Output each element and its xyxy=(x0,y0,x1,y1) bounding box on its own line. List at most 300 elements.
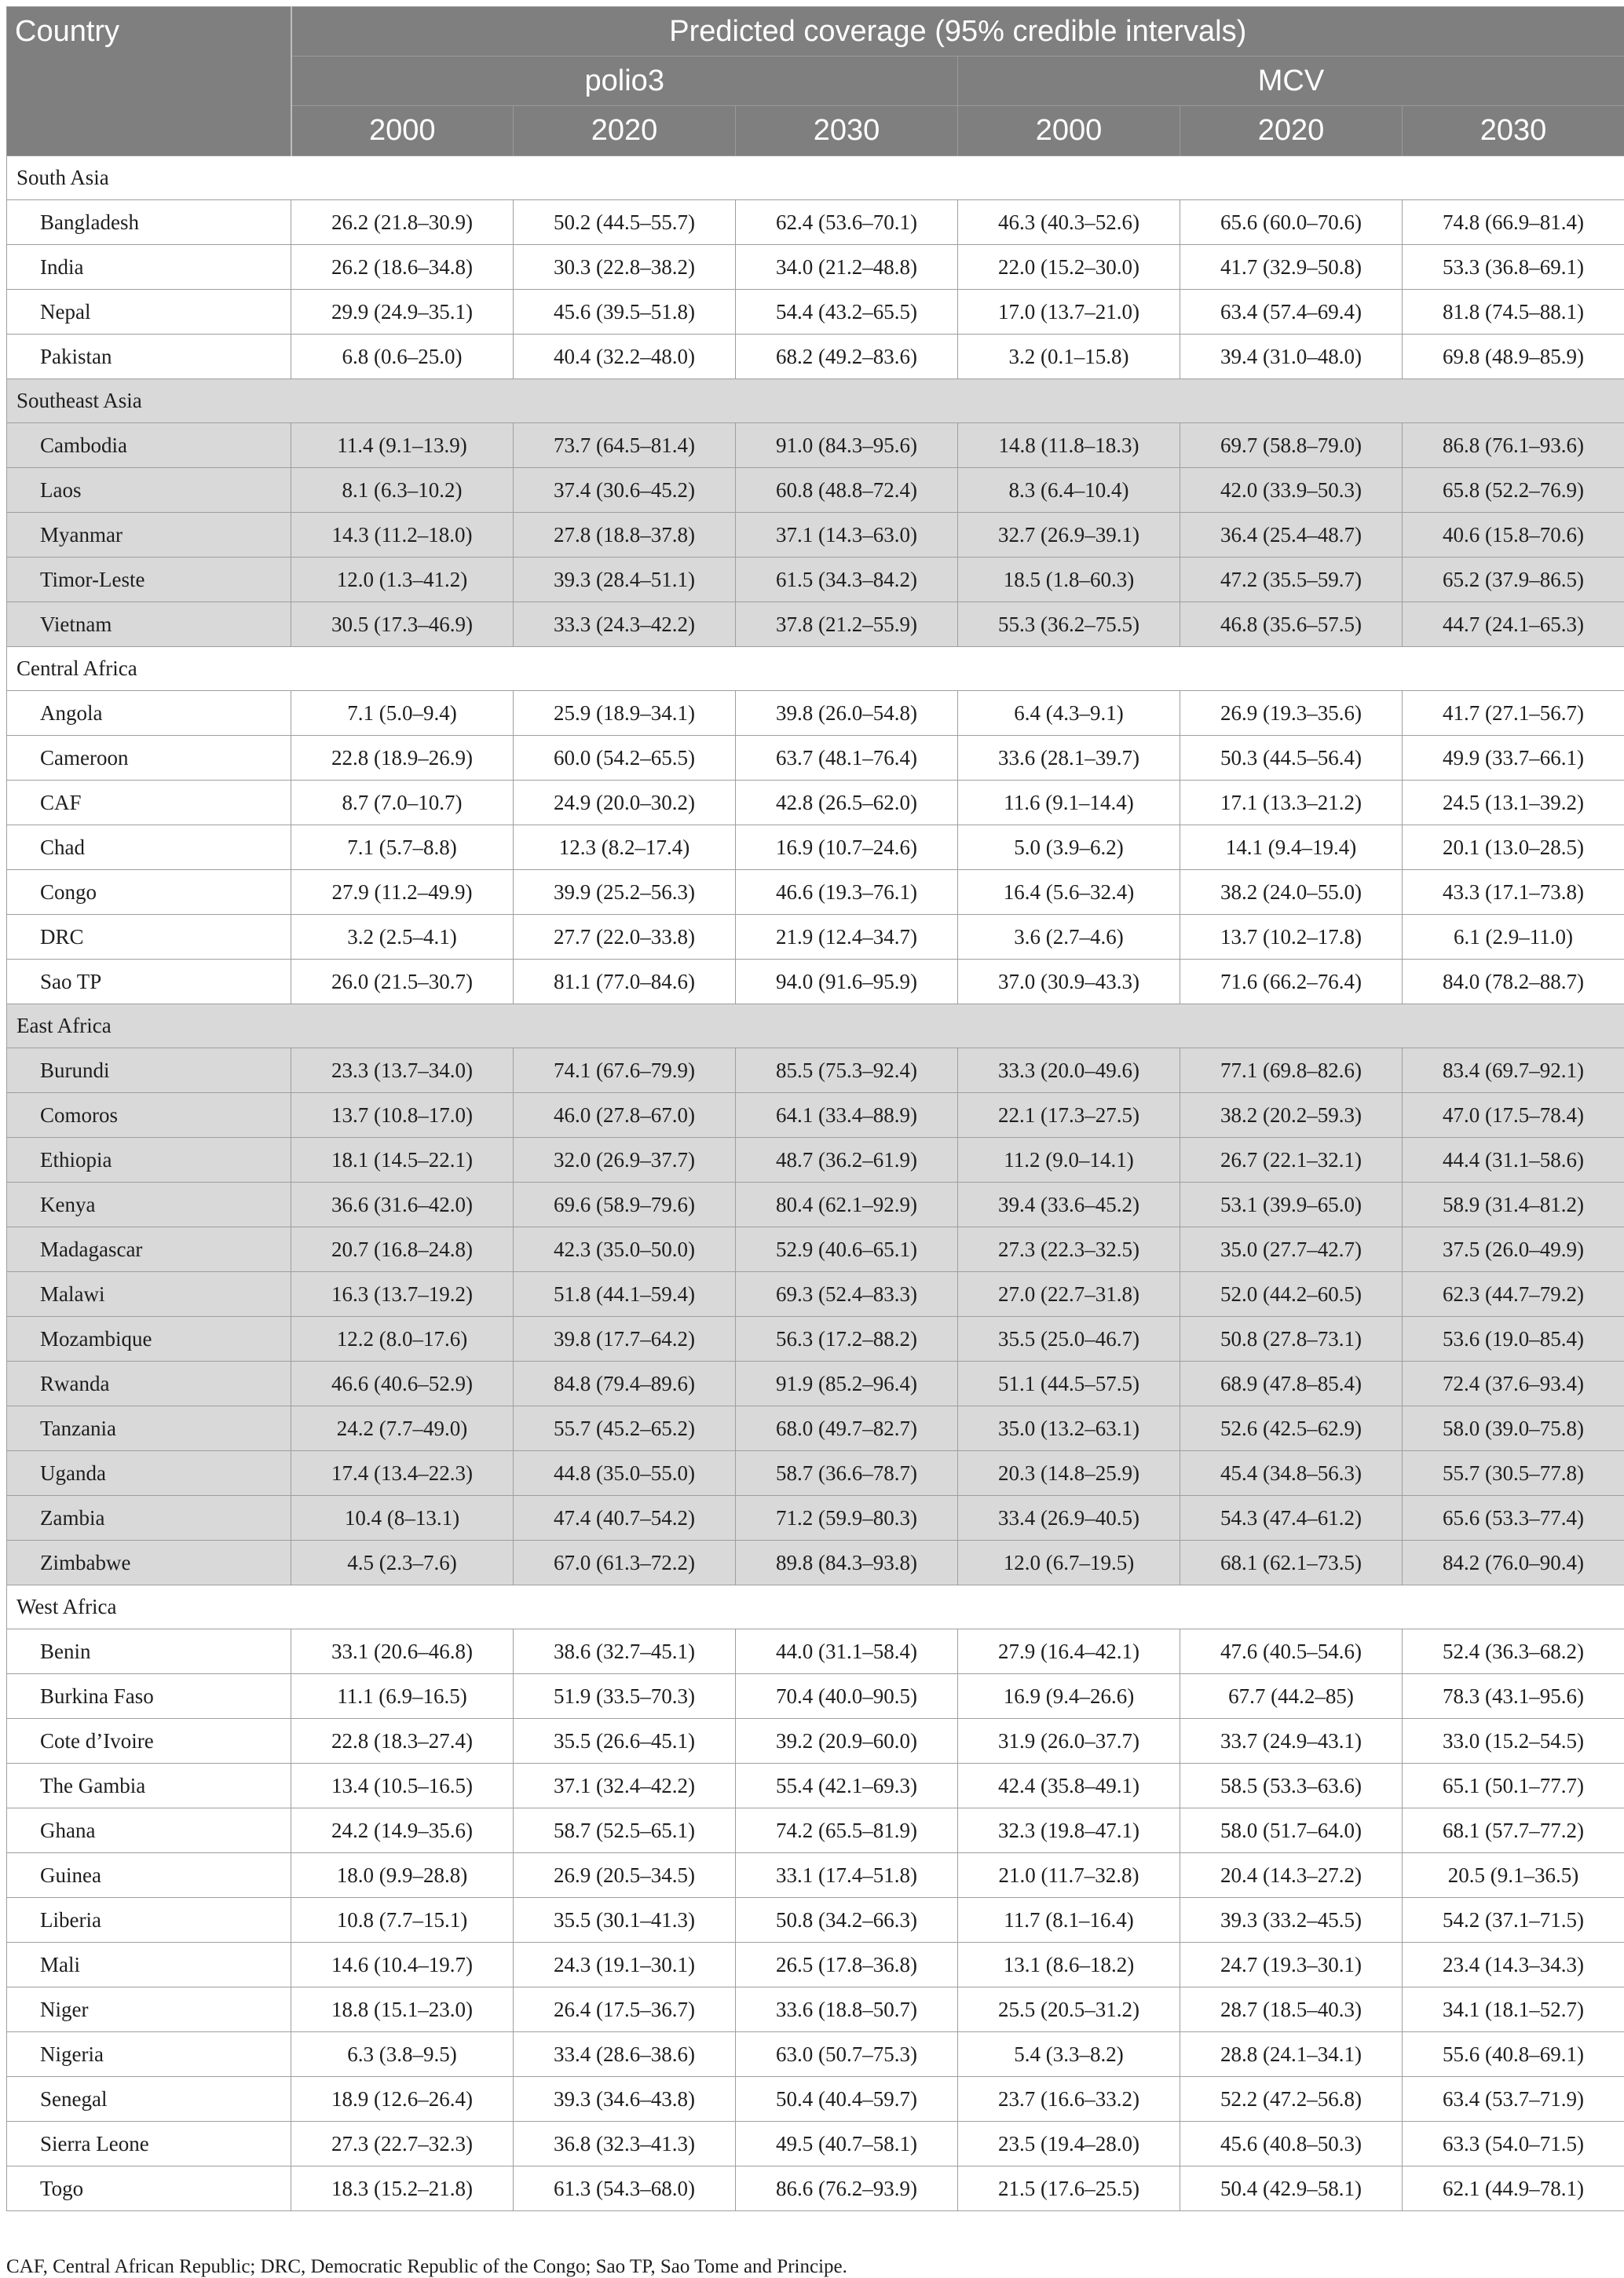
coverage-value: 39.3 (33.2–45.5) xyxy=(1180,1898,1403,1943)
coverage-value: 54.3 (47.4–61.2) xyxy=(1180,1496,1403,1541)
coverage-value: 27.7 (22.0–33.8) xyxy=(514,915,736,960)
table-row xyxy=(7,558,1624,602)
coverage-value: 65.2 (37.9–86.5) xyxy=(1403,558,1624,602)
coverage-value: 58.9 (31.4–81.2) xyxy=(1403,1183,1624,1227)
coverage-value: 37.8 (21.2–55.9) xyxy=(736,602,958,647)
coverage-value: 50.3 (44.5–56.4) xyxy=(1180,736,1403,781)
coverage-value: 39.4 (31.0–48.0) xyxy=(1180,335,1403,379)
coverage-value: 50.4 (42.9–58.1) xyxy=(1180,2166,1403,2211)
coverage-value: 63.0 (50.7–75.3) xyxy=(736,2032,958,2077)
coverage-value: 33.0 (15.2–54.5) xyxy=(1403,1719,1624,1764)
region-group xyxy=(7,379,1624,647)
coverage-value: 32.7 (26.9–39.1) xyxy=(958,513,1180,558)
coverage-value: 36.8 (32.3–41.3) xyxy=(514,2122,736,2166)
coverage-value: 18.9 (12.6–26.4) xyxy=(291,2077,514,2122)
table-row xyxy=(7,1183,1624,1227)
country-name: Sao TP xyxy=(7,960,291,1004)
table-row xyxy=(7,1272,1624,1317)
country-name: DRC xyxy=(7,915,291,960)
country-name: Liberia xyxy=(7,1898,291,1943)
coverage-value: 27.3 (22.3–32.5) xyxy=(958,1227,1180,1272)
coverage-value: 45.6 (40.8–50.3) xyxy=(1180,2122,1403,2166)
table-row xyxy=(7,1987,1624,2032)
coverage-value: 54.2 (37.1–71.5) xyxy=(1403,1898,1624,1943)
coverage-value: 77.1 (69.8–82.6) xyxy=(1180,1048,1403,1093)
country-name: Niger xyxy=(7,1987,291,2032)
coverage-value: 60.0 (54.2–65.5) xyxy=(514,736,736,781)
year-header: 2000 xyxy=(958,106,1180,156)
coverage-value: 84.8 (79.4–89.6) xyxy=(514,1362,736,1406)
coverage-value: 55.4 (42.1–69.3) xyxy=(736,1764,958,1808)
table-row xyxy=(7,1362,1624,1406)
predicted-coverage-header: Predicted coverage (95% credible intervals) xyxy=(291,7,1624,57)
coverage-value: 18.3 (15.2–21.8) xyxy=(291,2166,514,2211)
region-name: South Asia xyxy=(7,156,1624,200)
coverage-value: 39.3 (34.6–43.8) xyxy=(514,2077,736,2122)
coverage-value: 23.5 (19.4–28.0) xyxy=(958,2122,1180,2166)
region-name: East Africa xyxy=(7,1004,1624,1048)
coverage-value: 41.7 (27.1–56.7) xyxy=(1403,691,1624,736)
coverage-value: 86.6 (76.2–93.9) xyxy=(736,2166,958,2211)
country-name: Ghana xyxy=(7,1808,291,1853)
region-group xyxy=(7,1585,1624,2211)
table-row xyxy=(7,2122,1624,2166)
coverage-value: 39.9 (25.2–56.3) xyxy=(514,870,736,915)
coverage-value: 17.4 (13.4–22.3) xyxy=(291,1451,514,1496)
country-name: Zimbabwe xyxy=(7,1541,291,1585)
coverage-value: 41.7 (32.9–50.8) xyxy=(1180,245,1403,290)
coverage-value: 37.0 (30.9–43.3) xyxy=(958,960,1180,1004)
coverage-value: 22.8 (18.9–26.9) xyxy=(291,736,514,781)
coverage-value: 81.1 (77.0–84.6) xyxy=(514,960,736,1004)
coverage-value: 24.5 (13.1–39.2) xyxy=(1403,781,1624,825)
country-name: Benin xyxy=(7,1629,291,1674)
coverage-value: 11.6 (9.1–14.4) xyxy=(958,781,1180,825)
coverage-value: 17.1 (13.3–21.2) xyxy=(1180,781,1403,825)
coverage-value: 64.1 (33.4–88.9) xyxy=(736,1093,958,1138)
coverage-value: 58.0 (39.0–75.8) xyxy=(1403,1406,1624,1451)
table-row xyxy=(7,1451,1624,1496)
coverage-value: 23.4 (14.3–34.3) xyxy=(1403,1943,1624,1987)
coverage-value: 37.1 (14.3–63.0) xyxy=(736,513,958,558)
country-name: Laos xyxy=(7,468,291,513)
year-header: 2030 xyxy=(736,106,958,156)
country-name: Cameroon xyxy=(7,736,291,781)
table-row xyxy=(7,915,1624,960)
coverage-value: 37.1 (32.4–42.2) xyxy=(514,1764,736,1808)
coverage-value: 42.4 (35.8–49.1) xyxy=(958,1764,1180,1808)
coverage-value: 61.3 (54.3–68.0) xyxy=(514,2166,736,2211)
table-row xyxy=(7,1674,1624,1719)
coverage-value: 86.8 (76.1–93.6) xyxy=(1403,423,1624,468)
coverage-value: 80.4 (62.1–92.9) xyxy=(736,1183,958,1227)
coverage-value: 46.6 (19.3–76.1) xyxy=(736,870,958,915)
country-name: Rwanda xyxy=(7,1362,291,1406)
coverage-value: 51.8 (44.1–59.4) xyxy=(514,1272,736,1317)
country-name: Mozambique xyxy=(7,1317,291,1362)
table-row xyxy=(7,2077,1624,2122)
coverage-value: 65.6 (53.3–77.4) xyxy=(1403,1496,1624,1541)
coverage-value: 68.1 (62.1–73.5) xyxy=(1180,1541,1403,1585)
coverage-value: 13.7 (10.8–17.0) xyxy=(291,1093,514,1138)
coverage-value: 8.1 (6.3–10.2) xyxy=(291,468,514,513)
coverage-value: 68.1 (57.7–77.2) xyxy=(1403,1808,1624,1853)
coverage-value: 21.0 (11.7–32.8) xyxy=(958,1853,1180,1898)
coverage-value: 35.5 (30.1–41.3) xyxy=(514,1898,736,1943)
coverage-value: 38.2 (24.0–55.0) xyxy=(1180,870,1403,915)
coverage-value: 65.8 (52.2–76.9) xyxy=(1403,468,1624,513)
coverage-value: 46.6 (40.6–52.9) xyxy=(291,1362,514,1406)
coverage-value: 3.6 (2.7–4.6) xyxy=(958,915,1180,960)
coverage-value: 27.8 (18.8–37.8) xyxy=(514,513,736,558)
table-row xyxy=(7,1719,1624,1764)
coverage-value: 7.1 (5.7–8.8) xyxy=(291,825,514,870)
coverage-value: 27.9 (11.2–49.9) xyxy=(291,870,514,915)
coverage-value: 6.1 (2.9–11.0) xyxy=(1403,915,1624,960)
coverage-value: 40.6 (15.8–70.6) xyxy=(1403,513,1624,558)
coverage-value: 35.5 (26.6–45.1) xyxy=(514,1719,736,1764)
coverage-value: 20.4 (14.3–27.2) xyxy=(1180,1853,1403,1898)
country-name: Myanmar xyxy=(7,513,291,558)
region-name: West Africa xyxy=(7,1585,1624,1629)
table-row xyxy=(7,1853,1624,1898)
table-row xyxy=(7,1317,1624,1362)
coverage-value: 74.1 (67.6–79.9) xyxy=(514,1048,736,1093)
coverage-value: 81.8 (74.5–88.1) xyxy=(1403,290,1624,335)
table-row xyxy=(7,1808,1624,1853)
coverage-value: 58.5 (53.3–63.6) xyxy=(1180,1764,1403,1808)
region-name: Southeast Asia xyxy=(7,379,1624,423)
country-name: Kenya xyxy=(7,1183,291,1227)
coverage-value: 50.2 (44.5–55.7) xyxy=(514,200,736,245)
coverage-value: 18.1 (14.5–22.1) xyxy=(291,1138,514,1183)
year-header: 2030 xyxy=(1403,106,1624,156)
coverage-value: 24.3 (19.1–30.1) xyxy=(514,1943,736,1987)
coverage-value: 50.8 (27.8–73.1) xyxy=(1180,1317,1403,1362)
coverage-value: 26.0 (21.5–30.7) xyxy=(291,960,514,1004)
coverage-value: 91.0 (84.3–95.6) xyxy=(736,423,958,468)
coverage-value: 26.7 (22.1–32.1) xyxy=(1180,1138,1403,1183)
country-name: Burundi xyxy=(7,1048,291,1093)
coverage-value: 53.6 (19.0–85.4) xyxy=(1403,1317,1624,1362)
coverage-value: 37.4 (30.6–45.2) xyxy=(514,468,736,513)
table-row xyxy=(7,781,1624,825)
coverage-value: 23.3 (13.7–34.0) xyxy=(291,1048,514,1093)
coverage-value: 8.3 (6.4–10.4) xyxy=(958,468,1180,513)
coverage-value: 12.2 (8.0–17.6) xyxy=(291,1317,514,1362)
table-row xyxy=(7,2032,1624,2077)
coverage-value: 38.2 (20.2–59.3) xyxy=(1180,1093,1403,1138)
coverage-value: 55.6 (40.8–69.1) xyxy=(1403,2032,1624,2077)
region-header-row xyxy=(7,156,1624,200)
coverage-value: 48.7 (36.2–61.9) xyxy=(736,1138,958,1183)
coverage-value: 63.4 (57.4–69.4) xyxy=(1180,290,1403,335)
coverage-value: 44.7 (24.1–65.3) xyxy=(1403,602,1624,647)
table-row xyxy=(7,602,1624,647)
coverage-value: 74.8 (66.9–81.4) xyxy=(1403,200,1624,245)
coverage-value: 55.7 (45.2–65.2) xyxy=(514,1406,736,1451)
coverage-value: 33.6 (28.1–39.7) xyxy=(958,736,1180,781)
coverage-value: 52.9 (40.6–65.1) xyxy=(736,1227,958,1272)
coverage-value: 3.2 (0.1–15.8) xyxy=(958,335,1180,379)
coverage-value: 33.4 (26.9–40.5) xyxy=(958,1496,1180,1541)
coverage-value: 6.8 (0.6–25.0) xyxy=(291,335,514,379)
coverage-value: 7.1 (5.0–9.4) xyxy=(291,691,514,736)
region-group xyxy=(7,156,1624,379)
coverage-value: 11.1 (6.9–16.5) xyxy=(291,1674,514,1719)
coverage-value: 24.2 (7.7–49.0) xyxy=(291,1406,514,1451)
coverage-value: 6.3 (3.8–9.5) xyxy=(291,2032,514,2077)
country-name: Ethiopia xyxy=(7,1138,291,1183)
coverage-value: 36.6 (31.6–42.0) xyxy=(291,1183,514,1227)
coverage-value: 11.2 (9.0–14.1) xyxy=(958,1138,1180,1183)
coverage-value: 21.9 (12.4–34.7) xyxy=(736,915,958,960)
coverage-value: 22.1 (17.3–27.5) xyxy=(958,1093,1180,1138)
coverage-value: 33.3 (24.3–42.2) xyxy=(514,602,736,647)
coverage-value: 44.0 (31.1–58.4) xyxy=(736,1629,958,1674)
country-name: The Gambia xyxy=(7,1764,291,1808)
coverage-value: 49.5 (40.7–58.1) xyxy=(736,2122,958,2166)
region-header-row xyxy=(7,647,1624,691)
coverage-value: 28.7 (18.5–40.3) xyxy=(1180,1987,1403,2032)
coverage-value: 33.4 (28.6–38.6) xyxy=(514,2032,736,2077)
coverage-value: 71.2 (59.9–80.3) xyxy=(736,1496,958,1541)
country-column-header: Country xyxy=(7,7,291,156)
table-row xyxy=(7,335,1624,379)
coverage-value: 12.0 (1.3–41.2) xyxy=(291,558,514,602)
coverage-value: 78.3 (43.1–95.6) xyxy=(1403,1674,1624,1719)
table-header xyxy=(7,7,1624,156)
country-name: Chad xyxy=(7,825,291,870)
mcv-group-header: MCV xyxy=(958,57,1624,106)
coverage-value: 55.7 (30.5–77.8) xyxy=(1403,1451,1624,1496)
coverage-value: 11.7 (8.1–16.4) xyxy=(958,1898,1180,1943)
coverage-value: 45.4 (34.8–56.3) xyxy=(1180,1451,1403,1496)
coverage-value: 28.8 (24.1–34.1) xyxy=(1180,2032,1403,2077)
coverage-value: 69.8 (48.9–85.9) xyxy=(1403,335,1624,379)
coverage-value: 5.4 (3.3–8.2) xyxy=(958,2032,1180,2077)
coverage-value: 27.0 (22.7–31.8) xyxy=(958,1272,1180,1317)
table-row xyxy=(7,1943,1624,1987)
coverage-value: 47.0 (17.5–78.4) xyxy=(1403,1093,1624,1138)
coverage-value: 16.9 (9.4–26.6) xyxy=(958,1674,1180,1719)
country-name: Cambodia xyxy=(7,423,291,468)
country-name: Guinea xyxy=(7,1853,291,1898)
coverage-value: 35.0 (27.7–42.7) xyxy=(1180,1227,1403,1272)
coverage-value: 6.4 (4.3–9.1) xyxy=(958,691,1180,736)
coverage-value: 12.3 (8.2–17.4) xyxy=(514,825,736,870)
coverage-value: 42.3 (35.0–50.0) xyxy=(514,1227,736,1272)
country-name: Congo xyxy=(7,870,291,915)
coverage-value: 26.2 (21.8–30.9) xyxy=(291,200,514,245)
coverage-value: 44.8 (35.0–55.0) xyxy=(514,1451,736,1496)
country-name: Bangladesh xyxy=(7,200,291,245)
coverage-value: 39.2 (20.9–60.0) xyxy=(736,1719,958,1764)
country-name: Cote d’Ivoire xyxy=(7,1719,291,1764)
coverage-value: 10.4 (8–13.1) xyxy=(291,1496,514,1541)
coverage-value: 84.0 (78.2–88.7) xyxy=(1403,960,1624,1004)
country-name: Mali xyxy=(7,1943,291,1987)
region-header-row xyxy=(7,1004,1624,1048)
region-header-row xyxy=(7,1585,1624,1629)
coverage-value: 69.3 (52.4–83.3) xyxy=(736,1272,958,1317)
region-header-row xyxy=(7,379,1624,423)
year-header: 2020 xyxy=(514,106,736,156)
country-name: Comoros xyxy=(7,1093,291,1138)
coverage-value: 25.9 (18.9–34.1) xyxy=(514,691,736,736)
country-name: CAF xyxy=(7,781,291,825)
coverage-value: 68.9 (47.8–85.4) xyxy=(1180,1362,1403,1406)
table-row xyxy=(7,825,1624,870)
coverage-value: 18.0 (9.9–28.8) xyxy=(291,1853,514,1898)
table-row xyxy=(7,736,1624,781)
coverage-value: 37.5 (26.0–49.9) xyxy=(1403,1227,1624,1272)
coverage-value: 49.9 (33.7–66.1) xyxy=(1403,736,1624,781)
coverage-value: 26.9 (20.5–34.5) xyxy=(514,1853,736,1898)
coverage-value: 33.6 (18.8–50.7) xyxy=(736,1987,958,2032)
coverage-value: 13.4 (10.5–16.5) xyxy=(291,1764,514,1808)
coverage-value: 46.0 (27.8–67.0) xyxy=(514,1093,736,1138)
coverage-value: 51.1 (44.5–57.5) xyxy=(958,1362,1180,1406)
coverage-value: 35.5 (25.0–46.7) xyxy=(958,1317,1180,1362)
table-row xyxy=(7,960,1624,1004)
coverage-value: 3.2 (2.5–4.1) xyxy=(291,915,514,960)
table-row xyxy=(7,245,1624,290)
table-row xyxy=(7,1406,1624,1451)
country-name: Madagascar xyxy=(7,1227,291,1272)
year-header: 2000 xyxy=(291,106,514,156)
coverage-value: 51.9 (33.5–70.3) xyxy=(514,1674,736,1719)
coverage-value: 29.9 (24.9–35.1) xyxy=(291,290,514,335)
coverage-value: 33.1 (17.4–51.8) xyxy=(736,1853,958,1898)
table-row xyxy=(7,1898,1624,1943)
table-row xyxy=(7,1629,1624,1674)
country-name: Nigeria xyxy=(7,2032,291,2077)
coverage-value: 14.8 (11.8–18.3) xyxy=(958,423,1180,468)
coverage-value: 27.9 (16.4–42.1) xyxy=(958,1629,1180,1674)
coverage-value: 60.8 (48.8–72.4) xyxy=(736,468,958,513)
coverage-value: 24.9 (20.0–30.2) xyxy=(514,781,736,825)
coverage-value: 14.6 (10.4–19.7) xyxy=(291,1943,514,1987)
coverage-value: 52.2 (47.2–56.8) xyxy=(1180,2077,1403,2122)
table-row xyxy=(7,200,1624,245)
coverage-value: 50.4 (40.4–59.7) xyxy=(736,2077,958,2122)
coverage-value: 45.6 (39.5–51.8) xyxy=(514,290,736,335)
coverage-value: 63.7 (48.1–76.4) xyxy=(736,736,958,781)
year-header: 2020 xyxy=(1180,106,1403,156)
coverage-value: 53.3 (36.8–69.1) xyxy=(1403,245,1624,290)
country-name: Sierra Leone xyxy=(7,2122,291,2166)
coverage-value: 42.8 (26.5–62.0) xyxy=(736,781,958,825)
coverage-value: 36.4 (25.4–48.7) xyxy=(1180,513,1403,558)
coverage-value: 17.0 (13.7–21.0) xyxy=(958,290,1180,335)
coverage-value: 22.8 (18.3–27.4) xyxy=(291,1719,514,1764)
coverage-value: 34.0 (21.2–48.8) xyxy=(736,245,958,290)
table-row xyxy=(7,1764,1624,1808)
coverage-value: 33.1 (20.6–46.8) xyxy=(291,1629,514,1674)
coverage-value: 58.7 (52.5–65.1) xyxy=(514,1808,736,1853)
coverage-value: 26.4 (17.5–36.7) xyxy=(514,1987,736,2032)
coverage-value: 65.1 (50.1–77.7) xyxy=(1403,1764,1624,1808)
coverage-value: 23.7 (16.6–33.2) xyxy=(958,2077,1180,2122)
coverage-value: 44.4 (31.1–58.6) xyxy=(1403,1138,1624,1183)
coverage-value: 10.8 (7.7–15.1) xyxy=(291,1898,514,1943)
coverage-value: 27.3 (22.7–32.3) xyxy=(291,2122,514,2166)
coverage-value: 11.4 (9.1–13.9) xyxy=(291,423,514,468)
coverage-value: 13.7 (10.2–17.8) xyxy=(1180,915,1403,960)
table-row xyxy=(7,870,1624,915)
coverage-value: 46.3 (40.3–52.6) xyxy=(958,200,1180,245)
coverage-value: 62.1 (44.9–78.1) xyxy=(1403,2166,1624,2211)
coverage-table xyxy=(6,6,1624,2211)
coverage-value: 24.7 (19.3–30.1) xyxy=(1180,1943,1403,1987)
coverage-value: 5.0 (3.9–6.2) xyxy=(958,825,1180,870)
polio3-group-header: polio3 xyxy=(291,57,958,106)
coverage-value: 34.1 (18.1–52.7) xyxy=(1403,1987,1624,2032)
table-row xyxy=(7,1138,1624,1183)
region-group xyxy=(7,647,1624,1004)
coverage-value: 62.4 (53.6–70.1) xyxy=(736,200,958,245)
coverage-value: 58.7 (36.6–78.7) xyxy=(736,1451,958,1496)
coverage-value: 50.8 (34.2–66.3) xyxy=(736,1898,958,1943)
coverage-value: 32.3 (19.8–47.1) xyxy=(958,1808,1180,1853)
coverage-value: 39.3 (28.4–51.1) xyxy=(514,558,736,602)
coverage-value: 83.4 (69.7–92.1) xyxy=(1403,1048,1624,1093)
coverage-value: 62.3 (44.7–79.2) xyxy=(1403,1272,1624,1317)
coverage-value: 12.0 (6.7–19.5) xyxy=(958,1541,1180,1585)
coverage-value: 67.7 (44.2–85) xyxy=(1180,1674,1403,1719)
coverage-value: 43.3 (17.1–73.8) xyxy=(1403,870,1624,915)
country-name: Senegal xyxy=(7,2077,291,2122)
country-name: Malawi xyxy=(7,1272,291,1317)
coverage-value: 40.4 (32.2–48.0) xyxy=(514,335,736,379)
coverage-value: 26.2 (18.6–34.8) xyxy=(291,245,514,290)
coverage-value: 16.4 (5.6–32.4) xyxy=(958,870,1180,915)
country-name: Angola xyxy=(7,691,291,736)
country-name: Uganda xyxy=(7,1451,291,1496)
coverage-value: 20.1 (13.0–28.5) xyxy=(1403,825,1624,870)
coverage-value: 8.7 (7.0–10.7) xyxy=(291,781,514,825)
coverage-value: 72.4 (37.6–93.4) xyxy=(1403,1362,1624,1406)
coverage-value: 21.5 (17.6–25.5) xyxy=(958,2166,1180,2211)
coverage-value: 16.9 (10.7–24.6) xyxy=(736,825,958,870)
coverage-value: 70.4 (40.0–90.5) xyxy=(736,1674,958,1719)
table-row xyxy=(7,290,1624,335)
coverage-value: 84.2 (76.0–90.4) xyxy=(1403,1541,1624,1585)
country-name: Tanzania xyxy=(7,1406,291,1451)
coverage-value: 47.2 (35.5–59.7) xyxy=(1180,558,1403,602)
country-name: Nepal xyxy=(7,290,291,335)
table-row xyxy=(7,1227,1624,1272)
coverage-value: 67.0 (61.3–72.2) xyxy=(514,1541,736,1585)
table-row xyxy=(7,468,1624,513)
coverage-value: 4.5 (2.3–7.6) xyxy=(291,1541,514,1585)
coverage-value: 24.2 (14.9–35.6) xyxy=(291,1808,514,1853)
country-name: Burkina Faso xyxy=(7,1674,291,1719)
table-row xyxy=(7,1541,1624,1585)
table-row xyxy=(7,2166,1624,2211)
coverage-value: 61.5 (34.3–84.2) xyxy=(736,558,958,602)
coverage-value: 18.5 (1.8–60.3) xyxy=(958,558,1180,602)
country-name: Pakistan xyxy=(7,335,291,379)
coverage-value: 22.0 (15.2–30.0) xyxy=(958,245,1180,290)
table-row xyxy=(7,1048,1624,1093)
coverage-value: 52.4 (36.3–68.2) xyxy=(1403,1629,1624,1674)
coverage-value: 18.8 (15.1–23.0) xyxy=(291,1987,514,2032)
coverage-value: 68.2 (49.2–83.6) xyxy=(736,335,958,379)
country-name: India xyxy=(7,245,291,290)
coverage-value: 25.5 (20.5–31.2) xyxy=(958,1987,1180,2032)
